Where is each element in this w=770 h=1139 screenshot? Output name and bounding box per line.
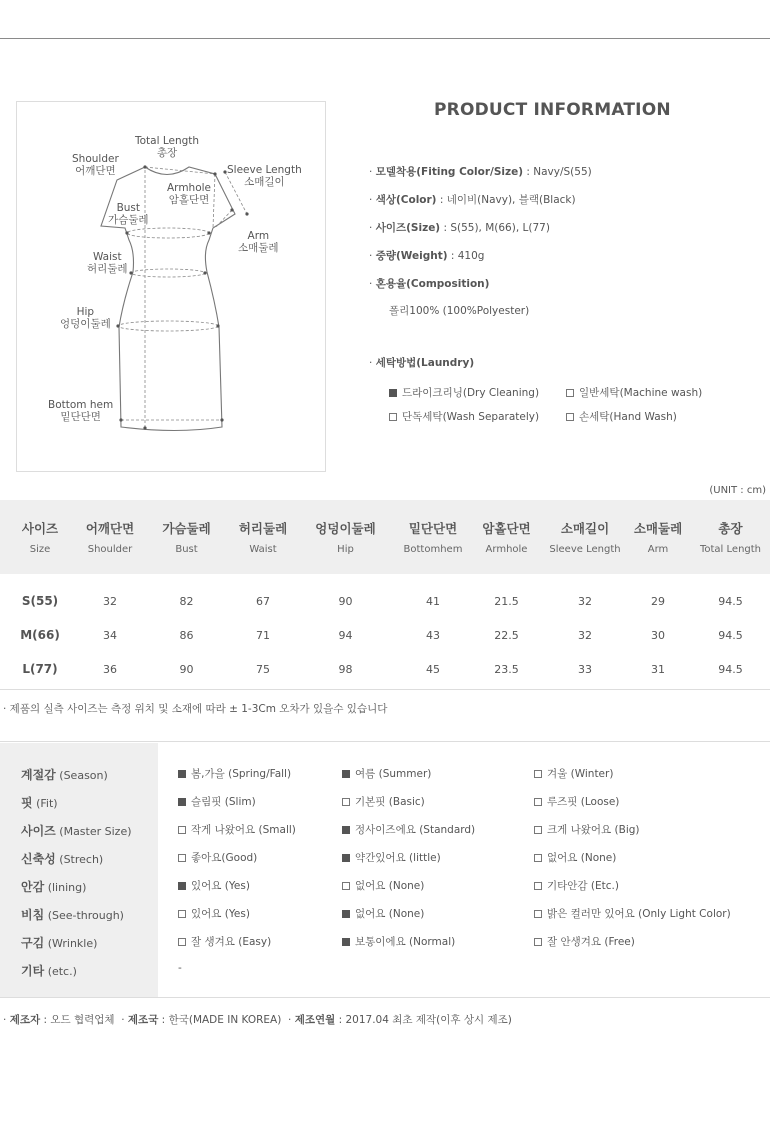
product-info-title: PRODUCT INFORMATION xyxy=(434,100,671,120)
header-arm: 소매둘레 Arm xyxy=(625,500,691,574)
attribute-option xyxy=(534,878,619,893)
checked-box-icon xyxy=(178,798,186,806)
attribute-option xyxy=(342,766,431,781)
attribute-option xyxy=(534,934,635,949)
attribute-option xyxy=(534,794,619,809)
label-bust: Bust 가슴둘레 xyxy=(108,202,149,226)
checked-box-icon xyxy=(389,389,397,397)
table-cell: 36 xyxy=(103,662,117,676)
attribute-value: - xyxy=(178,962,182,974)
attribute-label xyxy=(21,934,97,951)
attribute-option xyxy=(178,822,296,837)
attribute-option-label: 좋아요(Good) xyxy=(191,852,258,864)
attribute-label xyxy=(21,878,86,895)
attribute-name-en: (Season) xyxy=(59,769,108,782)
checked-box-icon xyxy=(342,854,350,862)
table-cell: 32 xyxy=(578,628,592,642)
unchecked-box-icon xyxy=(534,882,542,890)
unchecked-box-icon xyxy=(178,826,186,834)
checked-box-icon xyxy=(178,770,186,778)
attribute-option-label: 없어요 (None) xyxy=(355,908,425,920)
table-row xyxy=(0,574,770,618)
unchecked-box-icon xyxy=(342,798,350,806)
unit-label: (UNIT : cm) xyxy=(709,485,766,496)
unchecked-box-icon xyxy=(178,910,186,918)
attribute-option-label: 기본핏 (Basic) xyxy=(355,796,425,808)
attribute-option xyxy=(534,766,613,781)
attribute-option xyxy=(342,794,425,809)
label-waist: Waist 허리둘레 xyxy=(87,251,128,275)
attribute-option xyxy=(342,822,475,837)
attribute-name-ko: 핏 xyxy=(21,796,33,810)
table-cell: 82 xyxy=(179,594,194,608)
unchecked-box-icon xyxy=(534,910,542,918)
attribute-option-label: 기타안감 (Etc.) xyxy=(547,880,619,892)
attribute-name-en: (Strech) xyxy=(59,853,104,866)
manufacturer-info: · 제조자 : 오드 협력업체 · 제조국 : 한국(MADE IN KOREA) · 제조연월 : 2017.04 최초 제작(이후 상시 제조) xyxy=(3,1014,512,1026)
attribute-option-label: 봄,가을 (Spring/Fall) xyxy=(191,768,292,780)
attribute-label xyxy=(21,766,108,783)
table-cell: 94.5 xyxy=(718,662,743,676)
label-armhole: Armhole 암홀단면 xyxy=(167,182,211,206)
unchecked-box-icon xyxy=(178,938,186,946)
header-total-length: 총장 Total Length xyxy=(691,500,770,574)
attribute-name-ko: 계절감 xyxy=(21,768,56,782)
table-cell: 41 xyxy=(426,594,440,608)
attribute-option xyxy=(342,906,424,921)
attribute-option xyxy=(342,934,455,949)
attribute-option-label: 작게 나왔어요 (Small) xyxy=(191,824,296,836)
divider xyxy=(0,689,770,690)
size-tolerance-note: · 제품의 실측 사이즈는 측정 위치 및 소재에 따라 ± 1-3Cm 오차가 있을수 있습니다 xyxy=(3,703,388,715)
header-bottomhem: 밑단단면 Bottomhem xyxy=(398,500,468,574)
header-sleeve-length: 소매길이 Sleeve Length xyxy=(545,500,625,574)
table-cell: 90 xyxy=(179,662,194,676)
attribute-name-en: (etc.) xyxy=(47,965,77,978)
table-cell: 34 xyxy=(103,628,117,642)
table-header-row xyxy=(0,500,770,574)
table-row xyxy=(0,652,770,686)
table-cell: 94.5 xyxy=(718,628,743,642)
header-waist: 허리둘레 Waist xyxy=(233,500,293,574)
checked-box-icon xyxy=(342,938,350,946)
table-cell: 71 xyxy=(256,628,270,642)
attribute-name-en: (Wrinkle) xyxy=(47,937,98,950)
color-row: · 색상(Color) : 네이비(Navy), 블랙(Black) xyxy=(369,194,576,206)
table-cell: 75 xyxy=(256,662,270,676)
table-cell: 94.5 xyxy=(718,594,743,608)
model-fitting-row: · 모델착용(Fiting Color/Size) : Navy/S(55) xyxy=(369,166,592,178)
attribute-option-label: 없어요 (None) xyxy=(547,852,617,864)
attribute-option-label: 잘 안생겨요 (Free) xyxy=(547,936,635,948)
attribute-option xyxy=(178,794,256,809)
table-cell: 43 xyxy=(426,628,440,642)
header-size: 사이즈 Size xyxy=(0,500,80,574)
table-cell: 94 xyxy=(338,628,353,642)
table-row xyxy=(0,618,770,652)
unchecked-box-icon xyxy=(534,854,542,862)
attribute-option-label: 정사이즈에요 (Standard) xyxy=(355,824,476,836)
attribute-name-ko: 구김 xyxy=(21,936,45,950)
checked-box-icon xyxy=(342,826,350,834)
attribute-option xyxy=(178,934,271,949)
laundry-option: 드라이크리닝(Dry Cleaning) xyxy=(389,385,539,400)
label-sleeve-length: Sleeve Length 소매길이 xyxy=(227,164,302,188)
table-cell: 33 xyxy=(578,662,592,676)
weight-row: · 중량(Weight) : 410g xyxy=(369,250,485,262)
attribute-option xyxy=(342,850,441,865)
attribute-option-label: 없어요 (None) xyxy=(355,880,425,892)
attribute-option xyxy=(178,906,250,921)
table-cell: 23.5 xyxy=(494,662,519,676)
unchecked-box-icon xyxy=(566,413,574,421)
header-shoulder: 어깨단면 Shoulder xyxy=(80,500,140,574)
composition-value: 폴리100% (100%Polyester) xyxy=(389,305,530,317)
label-hip: Hip 엉덩이둘레 xyxy=(60,306,111,330)
divider xyxy=(0,997,770,998)
table-cell: 29 xyxy=(651,594,665,608)
checked-box-icon xyxy=(342,770,350,778)
attribute-option-label: 있어요 (Yes) xyxy=(191,908,250,920)
attribute-option-label: 약간있어요 (little) xyxy=(355,852,441,864)
attribute-option xyxy=(178,850,257,865)
table-cell: 32 xyxy=(578,594,592,608)
laundry-option: 일반세탁(Machine wash) xyxy=(566,385,702,400)
top-divider xyxy=(0,38,770,39)
attribute-option-label: 보통이에요 (Normal) xyxy=(355,936,456,948)
attribute-option xyxy=(534,850,616,865)
table-cell: S(55) xyxy=(21,594,59,608)
table-cell: M(66) xyxy=(20,628,60,642)
header-armhole: 암홀단면 Armhole xyxy=(468,500,545,574)
attribute-option xyxy=(342,878,424,893)
attribute-label xyxy=(21,794,58,811)
attribute-name-en: (Master Size) xyxy=(59,825,132,838)
attribute-option xyxy=(534,822,640,837)
attribute-label xyxy=(21,962,77,979)
table-cell: 90 xyxy=(338,594,353,608)
attribute-name-ko: 기타 xyxy=(21,964,45,978)
checked-box-icon xyxy=(178,882,186,890)
attribute-option-label: 루즈핏 (Loose) xyxy=(547,796,620,808)
table-cell: 32 xyxy=(103,594,117,608)
attribute-name-ko: 안감 xyxy=(21,880,45,894)
table-cell: 31 xyxy=(651,662,665,676)
label-shoulder: Shoulder 어깨단면 xyxy=(72,153,119,177)
attribute-label xyxy=(21,822,132,839)
divider xyxy=(0,741,770,742)
attribute-option-label: 밝은 컬러만 있어요 (Only Light Color) xyxy=(547,908,731,920)
attribute-label xyxy=(21,906,124,923)
attribute-option xyxy=(534,906,731,921)
laundry-row: · 세탁방법(Laundry) xyxy=(369,357,475,369)
unchecked-box-icon xyxy=(534,938,542,946)
unchecked-box-icon xyxy=(534,826,542,834)
attribute-option-label: 겨울 (Winter) xyxy=(547,768,614,780)
unchecked-box-icon xyxy=(566,389,574,397)
table-cell: 98 xyxy=(338,662,353,676)
attribute-name-en: (Fit) xyxy=(36,797,58,810)
attribute-option xyxy=(178,878,250,893)
size-row: · 사이즈(Size) : S(55), M(66), L(77) xyxy=(369,222,550,234)
attribute-label xyxy=(21,850,103,867)
unchecked-box-icon xyxy=(534,770,542,778)
attribute-option-label: 슬림핏 (Slim) xyxy=(191,796,256,808)
checked-box-icon xyxy=(342,910,350,918)
header-hip: 엉덩이둘레 Hip xyxy=(293,500,398,574)
laundry-option: 손세탁(Hand Wash) xyxy=(566,409,677,424)
table-cell: 30 xyxy=(651,628,665,642)
table-cell: 22.5 xyxy=(494,628,519,642)
unchecked-box-icon xyxy=(342,882,350,890)
attribute-name-ko: 신축성 xyxy=(21,852,56,866)
unchecked-box-icon xyxy=(389,413,397,421)
attribute-option-label: 크게 나왔어요 (Big) xyxy=(547,824,640,836)
table-cell: 86 xyxy=(179,628,194,642)
table-cell: 67 xyxy=(256,594,270,608)
unchecked-box-icon xyxy=(178,854,186,862)
laundry-option: 단독세탁(Wash Separately) xyxy=(389,409,539,424)
attribute-name-ko: 비침 xyxy=(21,908,45,922)
attribute-option xyxy=(178,766,291,781)
attribute-name-en: (lining) xyxy=(47,881,87,894)
attribute-option-label: 있어요 (Yes) xyxy=(191,880,250,892)
table-cell: L(77) xyxy=(22,662,58,676)
size-table xyxy=(0,500,770,686)
label-total-length: Total Length 총장 xyxy=(135,135,200,159)
label-arm: Arm 소매둘레 xyxy=(238,230,279,254)
table-cell: 45 xyxy=(426,662,440,676)
attribute-name-en: (See-through) xyxy=(47,909,124,922)
table-cell: 21.5 xyxy=(494,594,519,608)
attribute-name-ko: 사이즈 xyxy=(21,824,56,838)
label-bottom-hem: Bottom hem 밑단단면 xyxy=(48,399,114,423)
attribute-option-label: 여름 (Summer) xyxy=(355,768,432,780)
composition-row: · 혼용율(Composition) xyxy=(369,278,490,290)
measurement-diagram xyxy=(16,101,326,472)
attribute-option-label: 잘 생겨요 (Easy) xyxy=(191,936,272,948)
header-bust: 가슴둘레 Bust xyxy=(140,500,233,574)
unchecked-box-icon xyxy=(534,798,542,806)
